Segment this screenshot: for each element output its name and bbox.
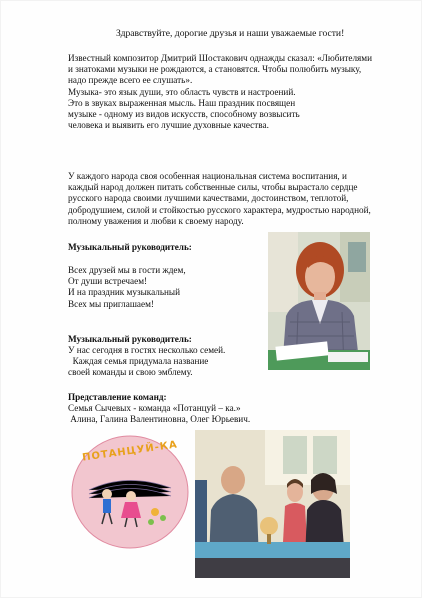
- team-emblem: [67, 432, 193, 552]
- speaker-label: Музыкальный руководитель:: [68, 242, 192, 252]
- text-line: Каждая семья придумала название: [68, 356, 209, 367]
- intro-paragraph: [68, 53, 372, 131]
- teams-list: [68, 403, 250, 425]
- families-paragraph: [68, 345, 225, 379]
- poem-line: Всех друзей мы в гости ждем,: [68, 265, 186, 275]
- teacher-photo: [268, 232, 370, 370]
- family-photo: [195, 430, 350, 578]
- nation-paragraph: [68, 171, 371, 227]
- poem-line: Всех мы приглашаем!: [68, 298, 154, 309]
- poem-line: И на праздник музыкальный: [68, 287, 181, 298]
- team-line: Семья Сычевых - команда «Потанцуй – ка.»: [68, 403, 241, 413]
- text-line: и знатоками музыки не рождаются, а становятся. Чтобы полюбить музыку,: [68, 64, 362, 75]
- teacher-photo-illustration: [268, 232, 370, 370]
- text-line: человека и выявить его лучшие духовные качества.: [68, 120, 269, 131]
- text-line: музыке - одному из видов искусств, способному возвысить: [68, 109, 300, 120]
- text-line: полному уважения и любви к своему народу.: [68, 215, 244, 226]
- text-line: каждый народ должен питать собственные силы, чтобы вырастало сердце: [68, 182, 358, 193]
- teams-heading: Представление команд:: [68, 392, 167, 402]
- team-line: Алина, Галина Валентиновна, Олег Юрьевич.: [68, 414, 251, 425]
- family-photo-illustration: [195, 430, 350, 578]
- poem-line: От души встречаем!: [68, 276, 148, 287]
- text-line: добродушием, силой и стойкостью русского характера, мудростью народной,: [68, 204, 371, 215]
- speaker-label: Музыкальный руководитель:: [68, 334, 192, 344]
- poem: [68, 265, 186, 310]
- greeting: Здравствуйте, дорогие друзья и наши уважаемые гости!: [116, 28, 345, 39]
- text-line: надо прежде всего ее слушать».: [68, 75, 193, 86]
- text-line: Известный композитор Дмитрий Шостакович однажды сказал: «Любителями: [68, 53, 373, 63]
- text-line: Это в звуках выраженная мысль. Наш праздник посвящен: [68, 97, 296, 108]
- text-line: русского народа своими лучшими качествами, достоинством, теплотой,: [68, 193, 349, 204]
- emblem-text: ПОТАНЦУЙ-КА: [81, 439, 179, 464]
- text-line: Музыка- это язык души, это область чувств и настроений.: [68, 86, 296, 97]
- text-line: У каждого народа своя особенная национальная система воспитания, и: [68, 171, 347, 181]
- text-line: своей команды и свою эмблему.: [68, 367, 193, 378]
- text-line: У нас сегодня в гостях несколько семей.: [68, 345, 226, 355]
